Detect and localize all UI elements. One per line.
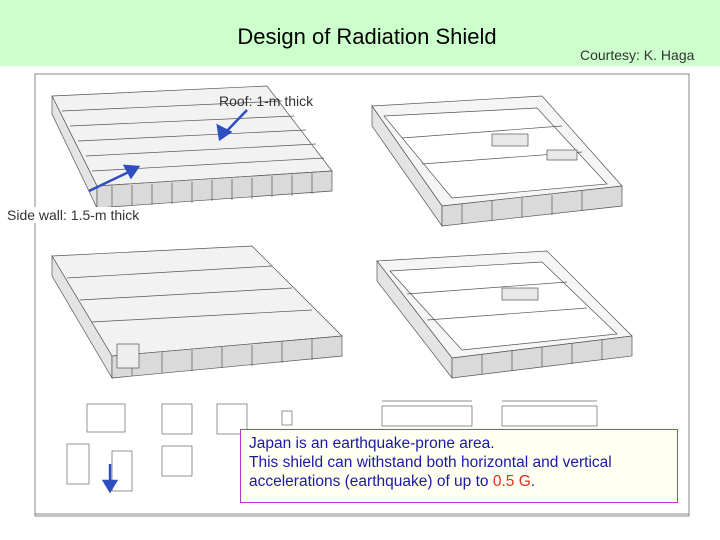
down-arrow-head [104,481,116,491]
note-line-3-prefix: accelerations (earthquake) of up to [249,473,493,490]
shield-open-view [372,96,622,226]
note-line-1: Japan is an earthquake-prone area. [249,435,495,452]
note-line-3-suffix: . [530,473,536,490]
note-line-3 [249,472,677,491]
roof-callout: Roof: 1-m thick [219,93,314,109]
slide-title: Design of Radiation Shield [237,24,497,49]
earthquake-note [240,429,678,503]
shield-lower-left-view [52,246,342,378]
note-line-2: This shield can withstand both horizontal and vertical [249,454,612,471]
shield-lower-right-view [377,251,632,378]
courtesy-credit: Courtesy: K. Haga [580,47,695,63]
side-wall-callout: Side wall: 1.5-m thick [7,207,140,223]
acceleration-value: 0.5 G [492,473,531,490]
